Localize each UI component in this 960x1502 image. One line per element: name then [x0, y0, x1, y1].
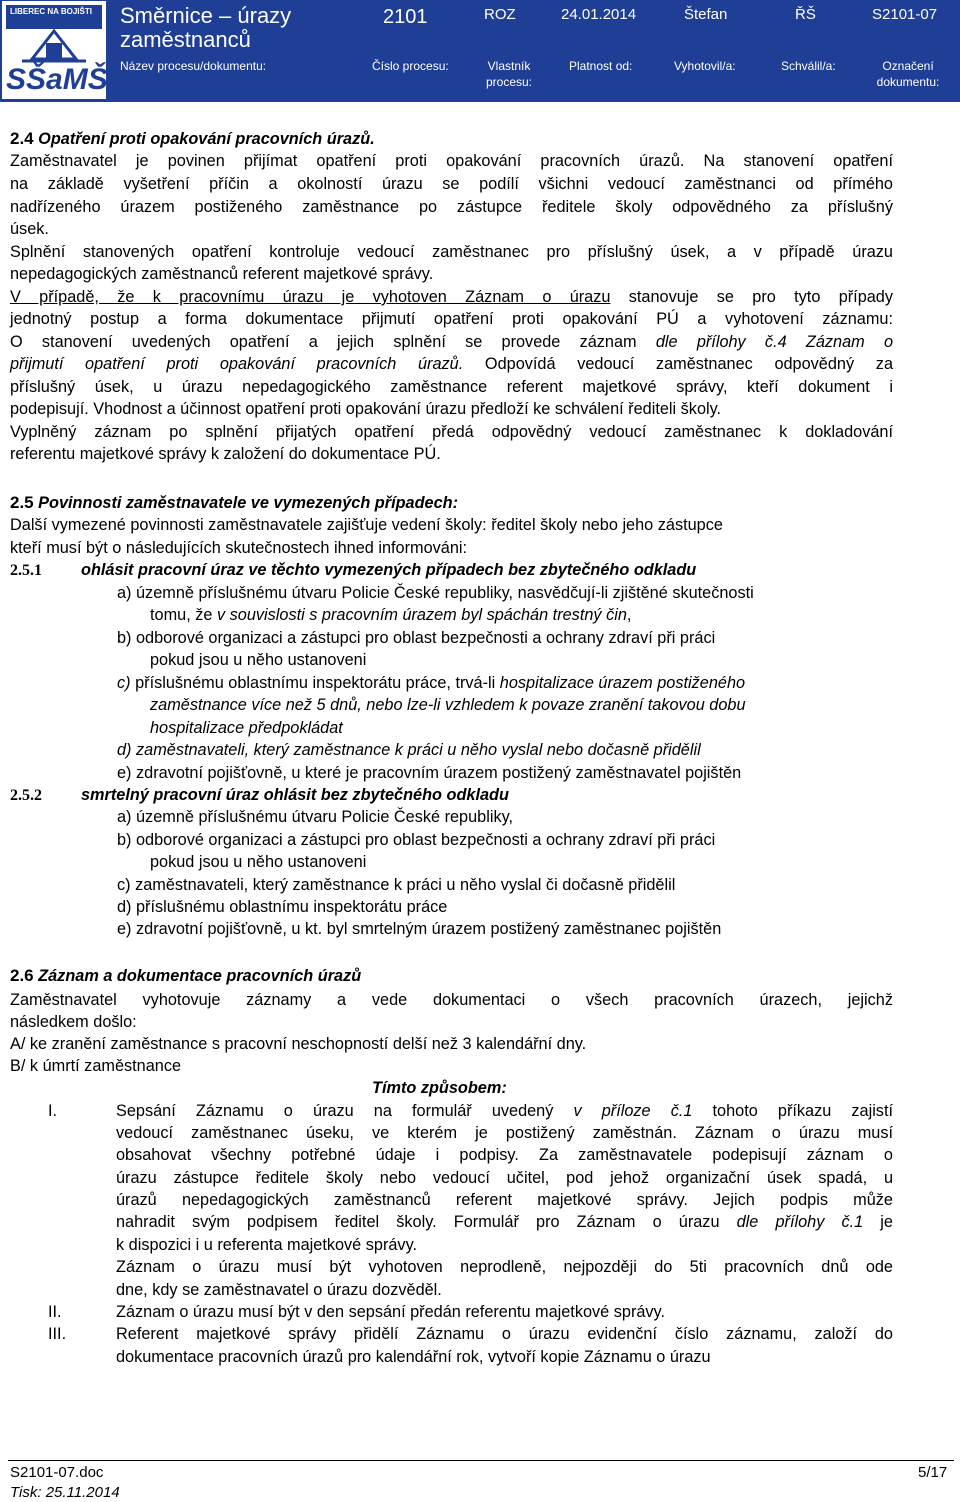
roman-numeral: II.	[48, 1303, 62, 1321]
para-line: A/ ke zranění zaměstnance s pracovní neschopností delší než 3 kalendářní dny.	[10, 1035, 587, 1053]
roman-numeral: III.	[48, 1325, 67, 1343]
para-line: Zaměstnavatel vyhotovuje záznamy a vede dokumentaci o všech pracovních úrazech, jejichž	[10, 991, 893, 1009]
para-line: příslušný úsek, u úrazu nepedagogického zaměstnance referent majetkové správy, kteří dokument i	[10, 378, 893, 396]
para-line: následkem došlo:	[10, 1013, 137, 1031]
made-by: Štefan	[684, 6, 728, 23]
label-approved: Schválil/a:	[781, 59, 836, 73]
list-item: d) zaměstnavateli, který zaměstnance k práci u něho vyslal nebo dočasně přidělil	[117, 741, 701, 759]
list-item: c) příslušnému oblastnímu inspektorátu práce, trvá-li hospitalizace úrazem postiženého	[117, 674, 746, 692]
process-number: 2101	[383, 6, 428, 28]
label-docid: Označení dokumentu:	[876, 59, 940, 89]
document-header	[0, 0, 960, 102]
list-item-cont: hospitalizace předpokládat	[150, 719, 343, 737]
subsection-2-5-1: 2.5.1	[10, 562, 42, 579]
process-owner: ROZ	[484, 6, 516, 23]
para-line: úsek.	[10, 220, 49, 238]
para-line: dokumentace pracovních úrazů pro kalendářní rok, vytvoří kopie Záznamu o úrazu	[116, 1348, 711, 1366]
para-line: k dispozici i u referenta majetkové správy.	[116, 1236, 418, 1254]
label-valid: Platnost od:	[569, 59, 633, 73]
roman-numeral: I.	[48, 1102, 58, 1120]
logo-text: LIBEREC NA BOJIŠTI	[6, 5, 102, 29]
para-line: B/ k úmrtí zaměstnance	[10, 1057, 182, 1075]
para-line: Referent majetkové správy přidělí Záznamu o úrazu evidenční číslo záznamu, založí do	[116, 1325, 893, 1343]
para-line: na základě vyšetření příčin a okolností úrazu se podílí všichni vedoucí zaměstnanci od přímého	[10, 175, 893, 193]
list-item-cont: zaměstnance více než 5 dnů, nebo lze-li vzhledem k povaze zranění takovou dobu	[150, 696, 746, 714]
list-item: e) zdravotní pojišťovně, u kt. byl smrtelným úrazem postižený zaměstnanec pojištěn	[117, 920, 722, 938]
para-line: Zaměstnavatel je povinen přijímat opatření proti opakování pracovních úrazů. Na stanovení opatření	[10, 152, 893, 170]
para-line: kteří musí být o následujících skutečnostech ihned informováni:	[10, 539, 468, 557]
school-logo	[2, 1, 106, 99]
label-made: Vyhotovil/a:	[674, 59, 736, 73]
label-name: Název procesu/dokumentu:	[120, 59, 267, 73]
list-item: a) územně příslušnému útvaru Policie České republiky,	[117, 808, 514, 826]
para-line: V případě, že k pracovnímu úrazu je vyhotoven Záznam o úrazu stanovuje se pro tyto případy	[10, 288, 893, 306]
para-line: Sepsání Záznamu o úrazu na formulář uvedený v příloze č.1 tohoto příkazu zajistí	[116, 1102, 893, 1120]
list-item: a) územně příslušnému útvaru Policie České republiky, nasvědčují-li zjištěné skutečnosti	[117, 584, 754, 602]
label-number: Číslo procesu:	[372, 59, 449, 73]
para-line: Záznam o úrazu musí být vyhotoven neprodleně, nejpozději do 5ti pracovních dnů ode	[116, 1258, 893, 1276]
para-line: vedoucí zaměstnanec úseku, ve kterém je postižený zaměstnán. Záznam o úrazu musí	[116, 1124, 893, 1142]
para-line: nahradit svým podpisem ředitel školy. Formulář pro Záznam o úrazu dle přílohy č.1 je	[116, 1213, 893, 1231]
para-line: dne, kdy se zaměstnavatel o úrazu dozvěděl.	[116, 1281, 442, 1299]
subsection-title: ohlásit pracovní úraz ve těchto vymezených případech bez zbytečného odkladu	[81, 561, 697, 579]
list-item-cont: pokud jsou u něho ustanoveni	[150, 651, 367, 669]
para-line: nadřízeného úrazem postiženého zaměstnance po zástupce ředitele školy odpovědného za příslušný	[10, 198, 893, 216]
list-item: b) odborové organizaci a zástupci pro oblast bezpečnosti a ochrany zdraví při práci	[117, 831, 716, 849]
footer-print: Tisk: 25.11.2014	[10, 1484, 120, 1501]
para-line: úrazů nepedagogických zaměstnanců referent majetkové správy. Jejich podpis může	[116, 1191, 893, 1209]
list-item: d) příslušnému oblastnímu inspektorátu práce	[117, 898, 448, 916]
para-line: nepedagogických zaměstnanců referent majetkové správy.	[10, 265, 434, 283]
para-line: Záznam o úrazu musí být v den sepsání předán referentu majetkové správy.	[116, 1303, 666, 1321]
subsection-2-5-2: 2.5.2	[10, 787, 42, 804]
para-line: Splnění stanovených opatření kontroluje vedoucí zaměstnanec pro příslušný úsek, a v případě úrazu	[10, 243, 893, 261]
section-2-6-heading: 2.6 Záznam a dokumentace pracovních úrazů	[10, 966, 362, 985]
subsection-title: smrtelný pracovní úraz ohlásit bez zbytečného odkladu	[81, 786, 509, 804]
list-item-cont: pokud jsou u něho ustanoveni	[150, 853, 367, 871]
para-line: podepisují. Vhodnost a účinnost opatření proti opakování úrazu předloží ke schválení řediteli školy.	[10, 400, 722, 418]
list-item: e) zdravotní pojišťovně, u které je pracovním úrazem postižený zaměstnavatel pojištěn	[117, 764, 742, 782]
list-item: c) zaměstnavateli, který zaměstnance k práci u něho vyslal či dočasně přidělil	[117, 876, 676, 894]
doc-id: S2101-07	[872, 6, 938, 23]
para-line: přijmutí opatření proti opakování pracovních úrazů. Odpovídá vedoucí zaměstnanec odpovědný za	[10, 355, 893, 373]
para-line: Vyplněný záznam po splnění přijatých opatření předá odpovědný vedoucí zaměstnanec k dokladování	[10, 423, 893, 441]
doc-title: Směrnice – úrazy zaměstnanců	[120, 3, 292, 52]
para-line: O stanovení uvedených opatření a jejich splnění se provede záznam dle přílohy č.4 Záznam o	[10, 333, 893, 351]
section-2-4-heading: 2.4 Opatření proti opakování pracovních úrazů.	[10, 129, 375, 148]
footer-doc: S2101-07.doc	[10, 1464, 104, 1481]
section-2-5-heading: 2.5 Povinnosti zaměstnavatele ve vymezených případech:	[10, 493, 459, 512]
para-line: referentu majetkové správy k založení do dokumentace PÚ.	[10, 445, 441, 463]
approved-by: ŘŠ	[795, 6, 816, 23]
para-line: Další vymezené povinnosti zaměstnavatele zajišťuje vedení školy: ředitel školy nebo jeho zástupce	[10, 516, 723, 534]
list-item-cont: tomu, že v souvislosti s pracovním úrazem byl spáchán trestný čin,	[150, 606, 632, 624]
label-owner: Vlastník procesu:	[485, 59, 533, 89]
para-line: úrazu zástupce ředitele školy nebo vedoucí učitel, pod jehož organizační úsek spadá, u	[116, 1169, 893, 1187]
valid-from: 24.01.2014	[561, 6, 637, 23]
footer-rule	[8, 1460, 954, 1461]
method-heading: Tímto způsobem:	[372, 1079, 507, 1097]
list-item: b) odborové organizaci a zástupci pro oblast bezpečnosti a ochrany zdraví při práci	[117, 629, 716, 647]
logo-abbr: SŠaMŠ	[6, 63, 108, 96]
para-line: jednotný postup a forma dokumentace přijmutí opatření proti opakování PÚ a vyhotovení záznamu:	[10, 310, 893, 328]
para-line: obsahovat všechny potřebné údaje i podpisy. Za zaměstnavatele podepisují záznam o	[116, 1146, 893, 1164]
page-number: 5/17	[918, 1464, 948, 1481]
